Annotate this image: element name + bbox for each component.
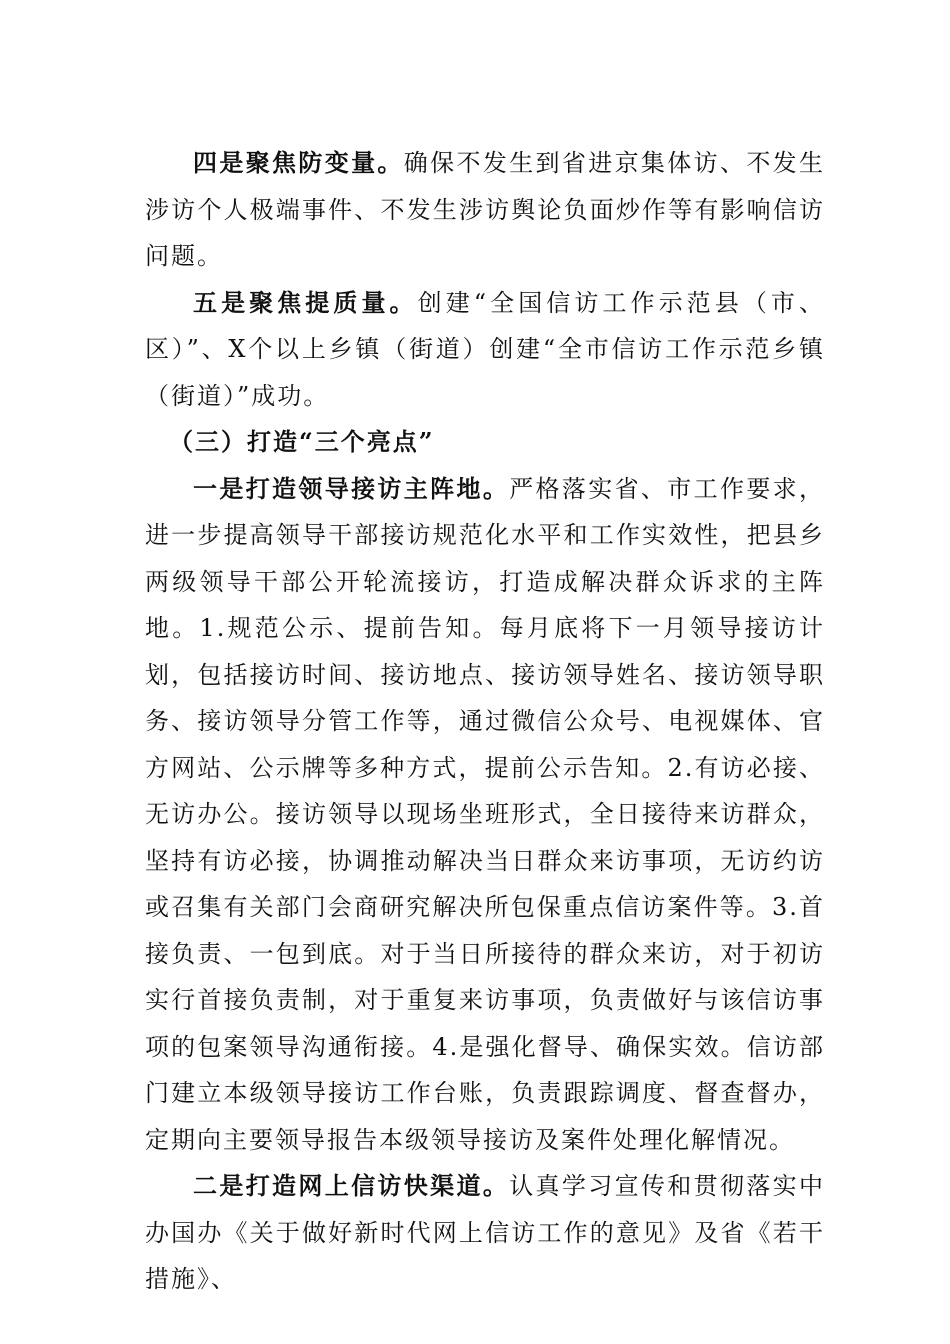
paragraph-lead: 五是聚焦提质量。	[193, 287, 418, 317]
paragraph-text: 严格落实省、市工作要求，进一步提高领导干部接访规范化水平和工作实效性，把县乡两级领导干部公开轮流接访，打造成解决群众诉求的主阵地。1.规范公示、提前告知。每月底将下一月领导接访计划，包括接访时间、接访地点、接访领导姓名、接访领导职务、接访领导分管工作等，通过微信公众号、电视媒体、官方网站、公示牌等多种方式，提前公示告知。2.有访必接、无访办公。接访领导以现场坐班形式，全日接待来访群众，坚持有访必接，协调推动解决当日群众来访事项，无访约访或召集有关部门会商研究解决所包保重点信访案件等。3.首接负责、一包到底。对于当日所接待的群众来访，对于初访实行首接负责制，对于重复来访事项，负责做好与该信访事项的包案领导沟通衔接。4.是强化督导、确保实效。信访部门建立本级领导接访工作台账，负责跟踪调度、督查督办，定期向主要领导报告本级领导接访及案件处理化解情况。	[145, 474, 826, 1154]
paragraph-online-petition	[145, 1163, 825, 1303]
paragraph-text: 确保不发生到省进京集体访、不发生涉访个人极端事件、不发生涉访舆论负面炒作等有影响信访问题。	[145, 149, 826, 270]
paragraph-lead: 二是打造网上信访快渠道。	[193, 1171, 510, 1200]
paragraph-focus-quality	[145, 280, 825, 420]
paragraph-text: 认真学习宣传和贯彻落实中办国办《关于做好新时代网上信访工作的意见》及省《若干措施》、	[145, 1172, 826, 1293]
paragraph-leader-reception	[145, 466, 825, 1164]
paragraph-text: 创建“全国信访工作示范县（市、区）”、X个以上乡镇（街道）创建“全市信访工作示范乡镇（街道）”成功。	[145, 288, 825, 410]
document-body	[145, 140, 825, 1303]
section-heading: （三）打造“三个亮点”	[169, 427, 435, 456]
paragraph-lead: 一是打造领导接访主阵地。	[193, 473, 510, 503]
paragraph-lead: 四是聚焦防变量。	[193, 148, 404, 177]
paragraph-focus-variables	[145, 140, 825, 280]
